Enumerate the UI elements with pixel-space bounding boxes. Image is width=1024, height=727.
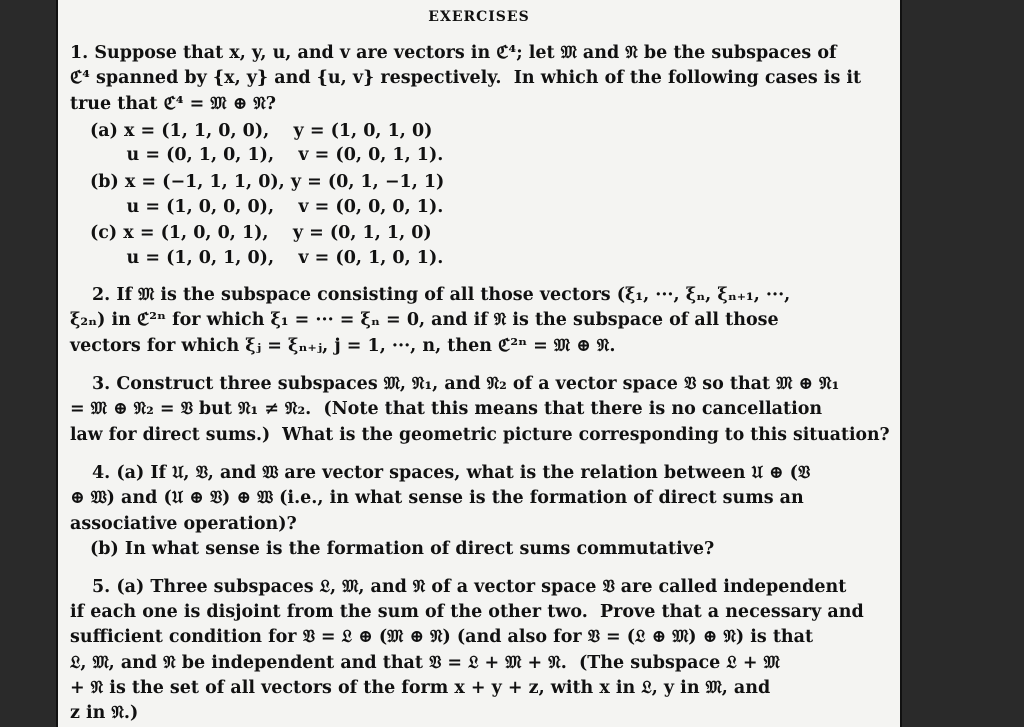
text-line: 𝔏, 𝔐, and 𝔑 be independent and that 𝔙 = 𝔏 + 𝔐 + 𝔑. (The subspace 𝔏 + 𝔐 [70,653,780,673]
text-line: 5. (a) Three subspaces 𝔏, 𝔐, and 𝔑 of a vector space 𝔙 are called independent [92,577,847,597]
text-line: 2. If 𝔐 is the subspace consisting of all those vectors (ξ₁, ···, ξₙ, ξₙ₊₁, ···, [92,285,791,305]
text-line: = 𝔐 ⊕ 𝔑₂ = 𝔙 but 𝔑₁ ≠ 𝔑₂. (Note that this means that there is no cancellation [70,399,823,419]
text-line: true that ℭ⁴ = 𝔐 ⊕ 𝔑? [70,94,277,114]
text-line: ξ₂ₙ) in ℭ²ⁿ for which ξ₁ = ··· = ξₙ = 0, and if 𝔑 is the subspace of all those [70,310,779,330]
text-line: (a) x = (1, 1, 0, 0), y = (1, 0, 1, 0) [90,121,433,141]
text-line: (c) x = (1, 0, 0, 1), y = (0, 1, 1, 0) [90,223,432,243]
text-line: + 𝔑 is the set of all vectors of the form x + y + z, with x in 𝔏, y in 𝔐, and [70,678,771,698]
text-line: vectors for which ξⱼ = ξₙ₊ⱼ, j = 1, ···, n, then ℭ²ⁿ = 𝔐 ⊕ 𝔑. [70,336,616,356]
text-line: if each one is disjoint from the sum of the other two. Prove that a necessary and [70,602,864,622]
text-line: associative operation)? [70,514,297,534]
text-line: 1. Suppose that x, y, u, and v are vectors in ℭ⁴; let 𝔐 and 𝔑 be the subspaces of [70,43,837,63]
text-line: z in 𝔑.) [70,703,139,723]
document-page [56,0,902,727]
text-line: (b) x = (−1, 1, 1, 0), y = (0, 1, −1, 1) [90,172,445,192]
text-line: u = (1, 0, 1, 0), v = (0, 1, 0, 1). [90,248,444,268]
page-heading: EXERCISES [428,9,530,25]
text-line: ℭ⁴ spanned by {x, y} and {u, v} respectively. In which of the following cases is it [70,68,862,88]
text-line: 4. (a) If 𝔘, 𝔙, and 𝔚 are vector spaces, what is the relation between 𝔘 ⊕ (𝔙 [92,463,811,483]
text-line: 3. Construct three subspaces 𝔐, 𝔑₁, and 𝔑₂ of a vector space 𝔙 so that 𝔐 ⊕ 𝔑₁ [92,374,840,394]
text-line: law for direct sums.) What is the geometric picture corresponding to this situation? [70,425,890,445]
text-line: u = (0, 1, 0, 1), v = (0, 0, 1, 1). [90,145,444,165]
text-line: (b) In what sense is the formation of direct sums commutative? [90,539,715,559]
text-line: u = (1, 0, 0, 0), v = (0, 0, 0, 1). [90,197,444,217]
text-line: sufficient condition for 𝔙 = 𝔏 ⊕ (𝔐 ⊕ 𝔑) (and also for 𝔙 = (𝔏 ⊕ 𝔐) ⊕ 𝔑) is that [70,627,814,647]
text-line: ⊕ 𝔚) and (𝔘 ⊕ 𝔙) ⊕ 𝔚 (i.e., in what sense is the formation of direct sums an [70,488,804,508]
